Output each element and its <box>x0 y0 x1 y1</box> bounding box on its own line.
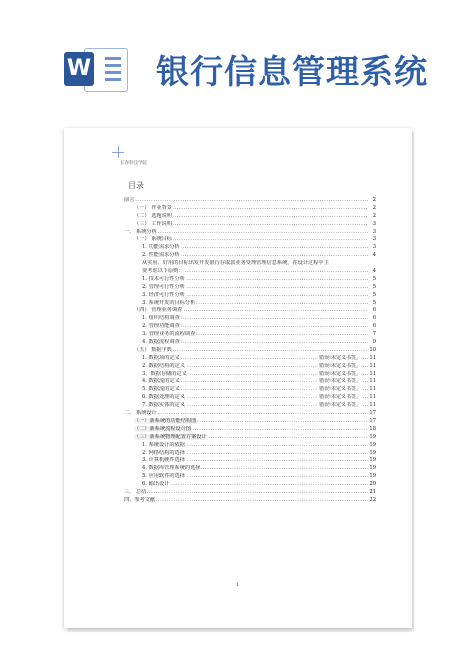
toc-page-number: 9 <box>372 339 376 346</box>
toc-entry-label: 2. 管理功能调查 <box>142 323 180 330</box>
toc-page-number: 5 <box>372 291 376 298</box>
toc-entry[interactable] <box>124 442 376 450</box>
toc-page-number: 11 <box>369 354 376 361</box>
toc-entry-label: 四、参考文献 <box>124 496 156 503</box>
toc-entry[interactable] <box>124 394 376 402</box>
toc-entry-label: 2. 网络结构的选择 <box>142 449 185 456</box>
toc-entry-label: （四） 管理业务调查 <box>134 307 183 314</box>
toc-entry[interactable] <box>124 300 376 308</box>
toc-entry[interactable] <box>124 331 376 339</box>
toc-leader-dots <box>142 481 368 489</box>
toc-entry[interactable] <box>124 276 376 284</box>
toc-entry-label: （一） 作业背景 <box>134 204 172 211</box>
toc-entry[interactable] <box>124 221 376 229</box>
toc-entry-label: 7. 数据实体的定义 <box>142 402 185 409</box>
toc-page-number: 11 <box>369 370 376 377</box>
banner-title: 银行信息管理系统 <box>156 52 428 91</box>
toc-page-number: 22 <box>369 496 376 503</box>
toc-entry[interactable] <box>124 347 376 355</box>
toc-entry[interactable] <box>124 465 376 473</box>
toc-leader-dots <box>124 489 368 497</box>
toc-page-number: 3 <box>372 220 376 227</box>
toc-page-number: 11 <box>369 362 376 369</box>
toc-entry-label: 3. 经济可行性分析 <box>142 291 185 298</box>
toc-error-text: 错误!未定义书签。 <box>318 402 361 409</box>
toc-page-number: 11 <box>369 394 376 401</box>
toc-entry[interactable] <box>124 378 376 386</box>
toc-entry-label: 3. 系统开发的目标分析 <box>142 299 196 306</box>
toc-page-number: 5 <box>372 299 376 306</box>
banner <box>0 0 474 120</box>
toc-error-text: 错误!未定义书签。 <box>318 386 361 393</box>
toc-leader-dots <box>124 410 368 418</box>
toc-entry-label: 6. 数据处理的定义 <box>142 394 185 401</box>
toc-page-number: 11 <box>369 386 376 393</box>
toc-entry-label: 5. 应用软件的选择 <box>142 473 185 480</box>
toc-entry-label: 4. 数据流程调查 <box>142 339 180 346</box>
toc-page-number: 18 <box>369 425 376 432</box>
toc-entry-label: （三）新系统物理配置方案设计 <box>134 433 207 440</box>
toc-page-number: 20 <box>369 481 376 488</box>
toc-entry-label: 1. 数据项的定义 <box>142 354 180 361</box>
toc-page-number: 4 <box>372 268 376 275</box>
toc-entry[interactable] <box>124 229 376 237</box>
toc-entry-label: 2. 性能需求分析 <box>142 252 180 259</box>
toc-page-number: 2 <box>372 197 376 203</box>
toc-entry[interactable] <box>124 315 376 323</box>
toc-title: 目录 <box>128 181 144 190</box>
toc-entry-label: 3. 管理业务的流程调查 <box>142 331 196 338</box>
document-page <box>64 128 412 628</box>
toc-page-number: 19 <box>369 457 376 464</box>
toc-error-text: 错误!未定义书签。 <box>318 362 361 369</box>
toc-entry-label: 要考虑以下原则： <box>142 268 184 275</box>
toc-entry[interactable] <box>124 355 376 363</box>
toc-entry-label: 3、数据存储的定义 <box>142 370 187 377</box>
toc-page-number: 19 <box>369 465 376 472</box>
toc-entry[interactable] <box>124 307 376 315</box>
toc-page-number: 7 <box>372 331 376 338</box>
toc-page-number: 21 <box>369 488 376 495</box>
toc-page-number: 3 <box>372 228 376 235</box>
toc-error-text: 错误!未定义书签。 <box>318 354 361 361</box>
toc-entry[interactable] <box>124 323 376 331</box>
toc-entry[interactable] <box>124 481 376 489</box>
toc-page-number: 2 <box>372 204 376 211</box>
toc-entry-label: （三） 工作说明 <box>134 220 172 227</box>
toc-page-number: 19 <box>369 433 376 440</box>
toc-entry-label: 二、 系统设计 <box>124 410 157 417</box>
toc-entry[interactable] <box>124 260 376 268</box>
toc-page-number: 19 <box>369 473 376 480</box>
toc-page-number: 11 <box>369 378 376 385</box>
toc-page-number: 4 <box>372 252 376 259</box>
toc-page-number: 5 <box>372 275 376 282</box>
toc-entry[interactable] <box>124 363 376 371</box>
toc-page-number: 3 <box>372 244 376 251</box>
margin-mark <box>112 152 124 153</box>
toc-entry[interactable] <box>124 489 376 497</box>
toc-error-text: 错误!未定义书签。 <box>318 378 361 385</box>
toc-entry-label: 2. 管理可行性分析 <box>142 283 185 290</box>
toc-page-number: 10 <box>369 346 376 353</box>
toc-page-number: 19 <box>369 441 376 448</box>
toc-entry-label: 6. 输出设计 <box>142 481 170 488</box>
toc-entry-label: 1. 功能需求分析 <box>142 244 180 251</box>
toc-entry-label: 1. 组织结构调查 <box>142 315 180 322</box>
toc-leader-dots <box>124 197 368 205</box>
toc-leader-dots <box>124 229 368 237</box>
toc-entry[interactable] <box>124 473 376 481</box>
toc-entry[interactable] <box>124 284 376 292</box>
toc-entry-label: （一）新系统的功能结构图 <box>134 417 197 424</box>
toc-entry-label: 从实用、好用的目标出发开发银行存取款业务受理管理信息系统，在设计过程中主 <box>142 260 329 267</box>
toc-page-number: 6 <box>372 315 376 322</box>
toc-entry-label: 1. 系统设计的依据 <box>142 441 185 448</box>
toc-entry[interactable] <box>124 205 376 213</box>
toc-error-text: 错误!未定义书签。 <box>318 394 361 401</box>
toc-page-number: 11 <box>369 402 376 409</box>
toc-entry-label: （一） 系统目标 <box>134 236 172 243</box>
toc-entry-label: 4. 数据库管理系统的选择 <box>142 465 201 472</box>
toc-page-number: 19 <box>369 449 376 456</box>
toc-error-text: 错误!未定义书签。 <box>318 370 361 377</box>
toc-entry[interactable] <box>124 457 376 465</box>
toc-page-number: 5 <box>372 283 376 290</box>
toc-entry-label: （二） 选题说明 <box>134 212 172 219</box>
toc-entry[interactable] <box>124 252 376 260</box>
toc-entry[interactable] <box>124 450 376 458</box>
toc-entry-label: 三、 总结 <box>124 488 147 495</box>
toc-entry-label: 5. 数据流的定义 <box>142 386 180 393</box>
toc-page-number: 2 <box>372 212 376 219</box>
page-number: 1 <box>236 582 240 588</box>
toc-entry[interactable] <box>124 213 376 221</box>
toc-page-number: 3 <box>372 236 376 243</box>
toc-entry[interactable] <box>124 434 376 442</box>
toc-entry-label: （二）新系统流程设计图 <box>134 425 192 432</box>
toc-entry-label: 2. 数据结构的定义 <box>142 362 185 369</box>
page-header: 长春科技学院 <box>120 161 147 166</box>
toc-entry[interactable] <box>124 418 376 426</box>
toc-entry[interactable] <box>124 426 376 434</box>
toc-entry[interactable] <box>124 292 376 300</box>
toc-entry[interactable] <box>124 402 376 410</box>
toc-page-number: 17 <box>369 410 376 417</box>
toc-entry-label: 1. 技术可行性分析 <box>142 275 185 282</box>
toc-entry[interactable] <box>124 268 376 276</box>
toc-page-number: 17 <box>369 417 376 424</box>
toc-entry[interactable] <box>124 386 376 394</box>
toc-entry-label: 前言 <box>124 197 135 203</box>
toc-entry[interactable] <box>124 197 376 205</box>
toc-entry-label: 一、 系统分析 <box>124 228 157 235</box>
toc-entry-label: 3. 计算机硬件选择 <box>142 457 185 464</box>
toc-leader-dots <box>124 497 368 505</box>
table-of-contents <box>124 197 376 505</box>
toc-entry[interactable] <box>124 236 376 244</box>
toc-entry[interactable] <box>124 410 376 418</box>
toc-entry-label: （五） 数据字典 <box>134 346 172 353</box>
toc-entry-label: 4. 数据流的定义 <box>142 378 180 385</box>
toc-entry[interactable] <box>124 497 376 505</box>
toc-page-number: 6 <box>372 323 376 330</box>
toc-entry[interactable] <box>124 339 376 347</box>
toc-entry[interactable] <box>124 371 376 379</box>
word-document-icon <box>64 44 128 94</box>
word-logo-letter: W <box>64 52 94 86</box>
toc-entry[interactable] <box>124 244 376 252</box>
toc-page-number: 6 <box>372 307 376 314</box>
